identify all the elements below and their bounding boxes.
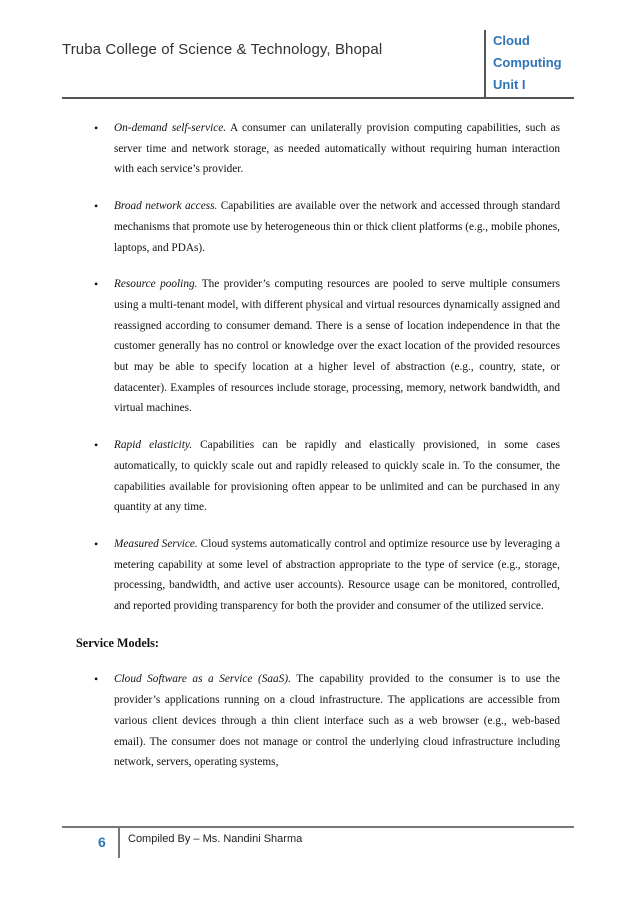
page-header — [62, 30, 574, 98]
page-number: 6 — [98, 834, 106, 850]
header-unit-line-2: Computing — [493, 55, 562, 70]
item-term: Resource pooling. — [114, 278, 198, 291]
header-unit-line-3: Unit I — [493, 77, 526, 92]
page-content — [78, 118, 560, 789]
footer-divider — [118, 828, 120, 858]
characteristics-list — [78, 118, 560, 617]
service-models-list — [78, 669, 560, 773]
item-text: The provider’s computing resources are pooled to serve multiple consumers using a multi-tenant model, with different physical and virtual resources dynamically assigned and reassigned according to consumer demand. There is a sense of location independence in that the customer generally has no control or knowledge over the exact location of the provided resources but may be able to specify location at a higher level of abstraction (e.g., country, state, or datacenter). Examples of resources include storage, processing, memory, network bandwidth, and virtual machines. — [114, 278, 561, 415]
item-text: Capabilities can be rapidly and elastically provisioned, in some cases automatically, to quickly scale out and rapidly released to quickly scale in. To the consumer, the capabilities available for provisioning often appear to be unlimited and can be purchased in any quantity at any time. — [114, 439, 560, 514]
list-item — [78, 196, 560, 258]
list-item — [78, 118, 560, 180]
header-unit-label — [484, 30, 574, 98]
item-text: A consumer can unilaterally provision computing capabilities, such as server time and network storage, as needed automatically without requiring human interaction with each service’s provider. — [114, 122, 560, 176]
header-unit-line-1: Cloud — [493, 33, 530, 48]
header-college-name: Truba College of Science & Technology, Bhopal — [62, 41, 383, 58]
list-item — [78, 669, 560, 773]
item-term: Rapid elasticity. — [114, 439, 193, 452]
item-text: The capability provided to the consumer is to use the provider’s applications running on a cloud infrastructure. The applications are accessible from various client devices through a thin client interface such as a web browser (e.g., web-based email). The consumer does not manage or control the underlying cloud infrastructure including network, servers, operating systems, — [114, 673, 560, 769]
item-term: On-demand self-service. — [114, 122, 227, 134]
footer-rule — [62, 826, 574, 828]
item-term: Cloud Software as a Service (SaaS). — [114, 673, 291, 686]
page-footer — [62, 826, 574, 866]
section-heading: Service Models: — [76, 635, 159, 650]
list-item — [78, 435, 560, 518]
item-text: Capabilities are available over the network and accessed through standard mechanisms that promote use by heterogeneous thin or thick client platforms (e.g., mobile phones, laptops, and PDAs). — [114, 200, 560, 254]
item-term: Broad network access. — [114, 200, 218, 213]
item-text: Cloud systems automatically control and optimize resource use by leveraging a metering capability at some level of abstraction appropriate to the type of service (e.g., storage, processing, bandwidth, and active user accounts). Resource usage can be monitored, controlled, and reported providing transparency for both the provider and consumer of the utilized service. — [114, 537, 560, 613]
list-item — [78, 534, 560, 617]
footer-credit: Compiled By – Ms. Nandini Sharma — [128, 833, 303, 845]
item-term: Measured Service. — [114, 537, 198, 550]
header-rule — [62, 97, 574, 99]
list-item — [78, 274, 560, 419]
